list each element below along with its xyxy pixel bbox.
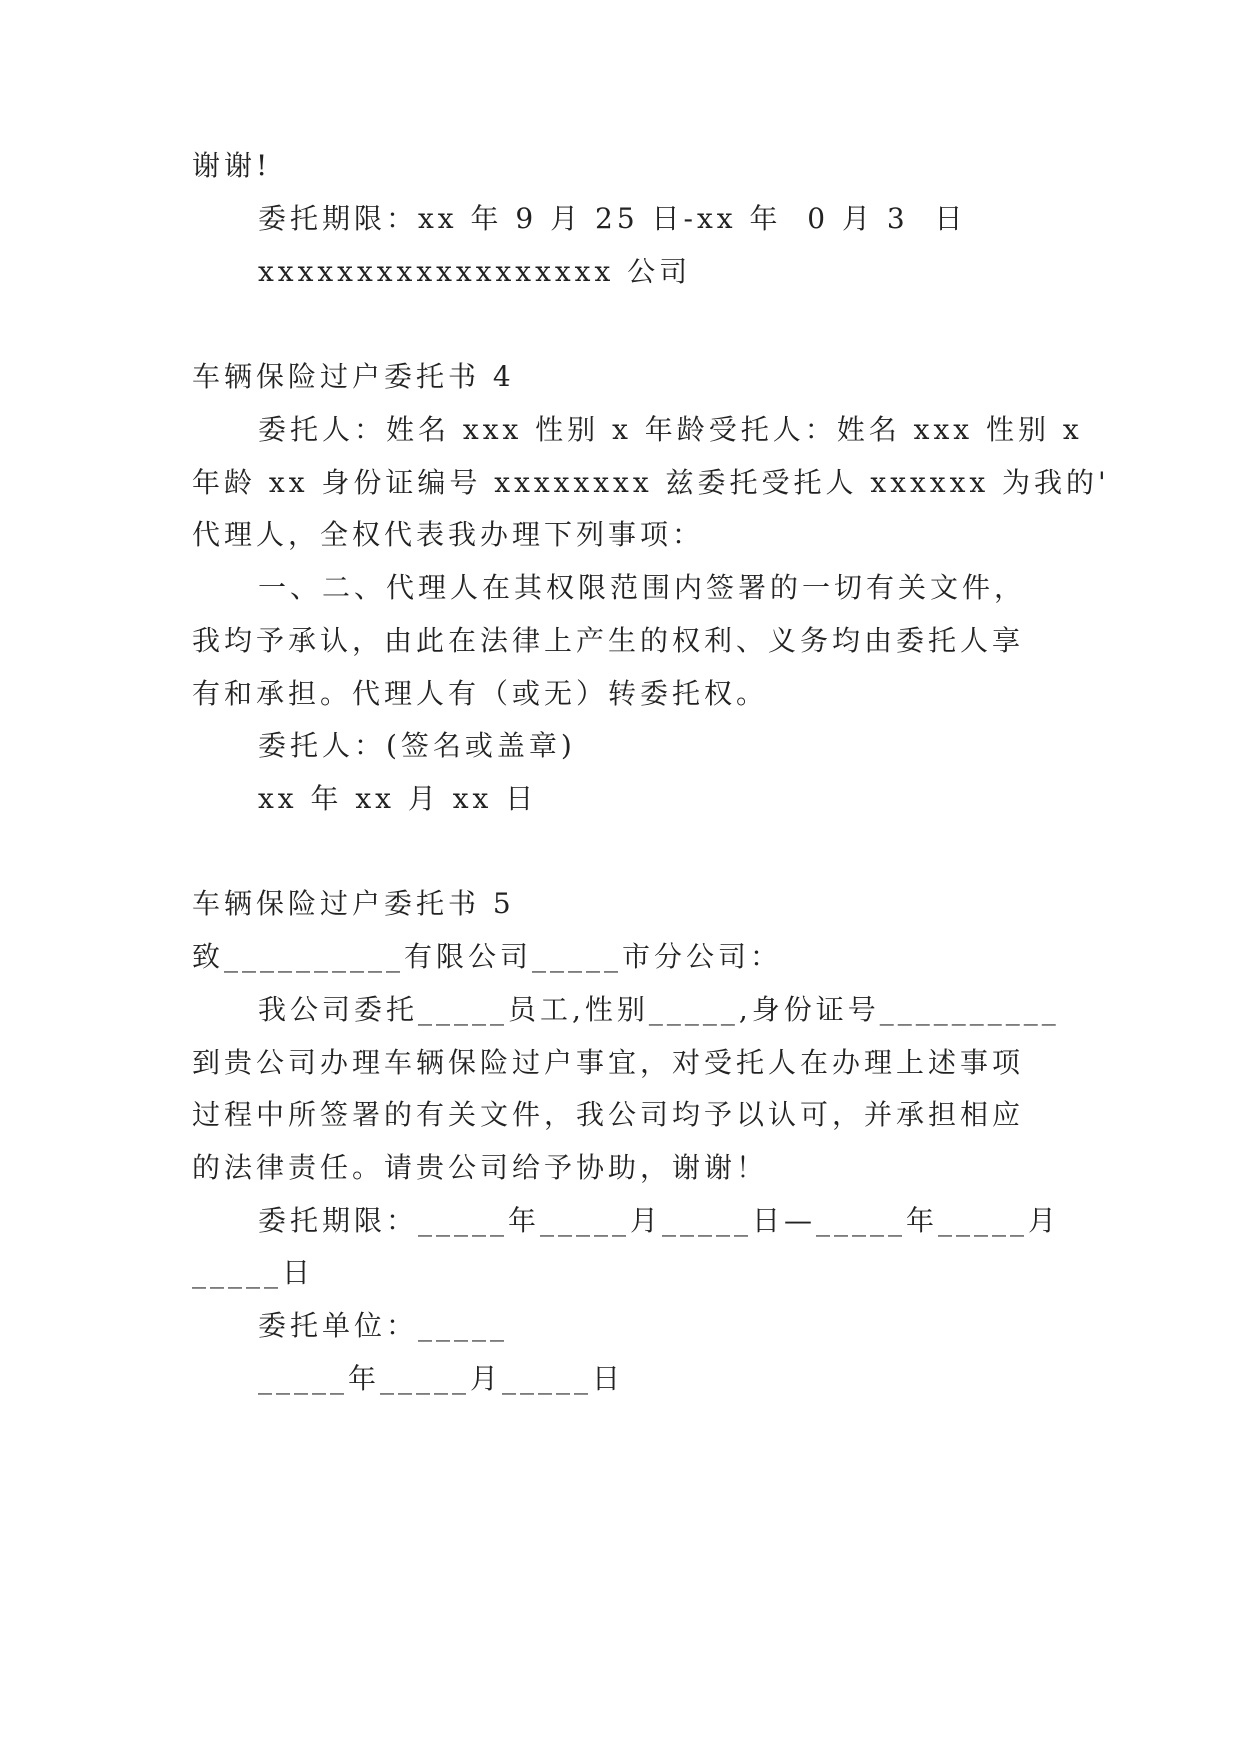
s5-period-line1: 委托期限：_____年_____月_____日—_____年_____月 [258,1204,1061,1237]
s5-p1-line4: 的法律责任。请贵公司给予协助，谢谢！ [192,1151,769,1184]
s3-company: xxxxxxxxxxxxxxxxxx 公司 [258,255,692,288]
s5-p1-line2: 到贵公司办理车辆保险过户事宜，对受托人在办理上述事项 [192,1046,1025,1079]
intro-thanks: 谢谢! [192,149,272,182]
s4-p1-line3: 代理人，全权代表我办理下列事项： [192,518,705,551]
s5-title: 车辆保险过户委托书 5 [192,887,515,920]
s4-p1-line1: 委托人：姓名 xxx 性别 x 年龄受托人：姓名 xxx 性别 x [258,413,1083,446]
s4-p2-line3: 有和承担。代理人有（或无）转委托权。 [192,677,769,710]
s3-period: 委托期限：xx 年 9 月 25 日-xx 年 0 月 3 日 [258,202,967,235]
s4-p2-line2: 我均予承认，由此在法律上产生的权利、义务均由委托人享 [192,624,1025,657]
s4-p2-line1: 一、二、代理人在其权限范围内签署的一切有关文件， [258,571,1027,604]
s4-p1-line2: 年龄 xx 身份证编号 xxxxxxxx 兹委托受托人 xxxxxx 为我的' [192,466,1110,499]
s5-period-line2: _____日 [192,1256,315,1289]
s4-date: xx 年 xx 月 xx 日 [258,782,538,815]
s5-to: 致__________有限公司_____市分公司： [192,940,783,973]
s5-date: _____年_____月_____日 [258,1362,625,1395]
s5-p1-line1: 我公司委托_____员工,性别_____,身份证号__________ [258,993,1060,1026]
s5-unit: 委托单位：_____ [258,1309,509,1342]
s4-sign: 委托人：(签名或盖章) [258,729,576,762]
s5-p1-line3: 过程中所签署的有关文件，我公司均予以认可，并承担相应 [192,1098,1025,1131]
s4-title: 车辆保险过户委托书 4 [192,360,515,393]
